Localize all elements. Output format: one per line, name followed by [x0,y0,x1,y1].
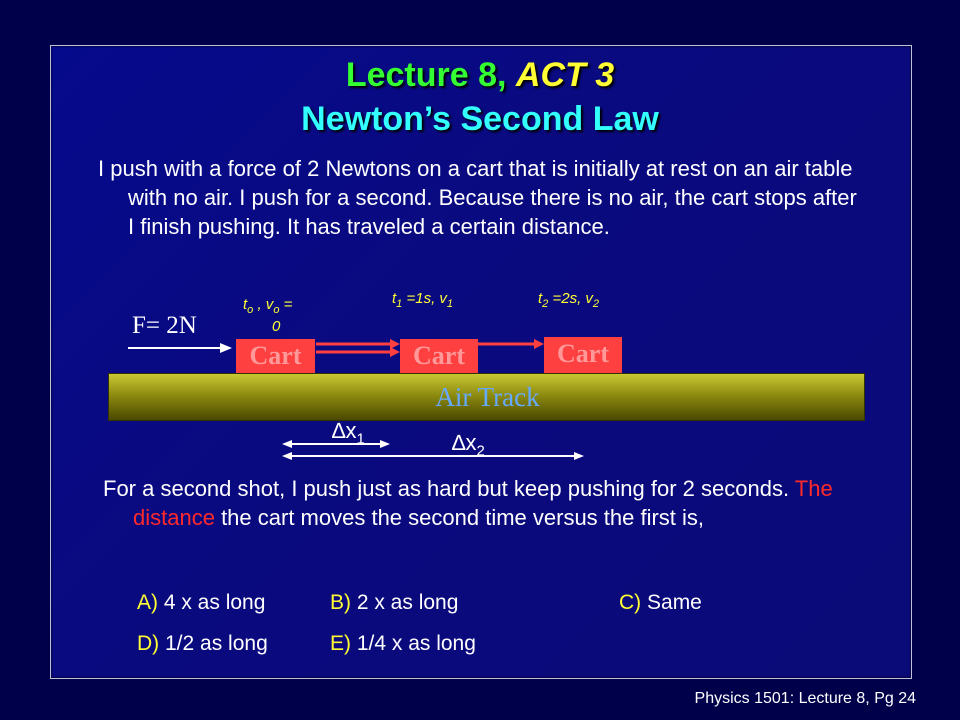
answer-c[interactable]: C) Same [619,591,702,614]
air-track [108,373,865,421]
t0-zero-label: 0 [272,318,281,335]
velocity-arrow-1-head [390,339,400,349]
problem-text-2: For a second shot, I push just as hard but keep pushing for 2 seconds. The distance the cart moves the second time versus the first is, [103,476,833,530]
dx1-arrow-right-head [380,440,390,448]
t1-label: $t_1 =1s$, $v_1$ [392,290,454,310]
cart-2s: Cart [544,337,622,373]
velocity-arrow-3-head [534,339,544,349]
t0-label: $t_o$ , $v_o$ = [243,296,293,316]
dx1-label: $\Delta x_1$ [332,418,365,448]
cart-start: Cart [236,339,315,375]
answer-b[interactable]: B) 2 x as long [330,591,459,614]
answer-e[interactable]: E) 1/4 x as long [330,632,476,655]
title-act: ACT 3 [515,56,615,94]
problem-text-1: I push with a force of 2 Newtons on a cart that is initially at rest on an air table with no air. I push for a second. Because there is no air, the cart stops after I finish pushing. It has traveled a certain distance. [98,156,857,239]
answer-a[interactable]: A) 4 x as long [137,591,266,614]
cart-1s: Cart [400,339,478,375]
dx2-label: $\Delta x_2$ [452,430,485,460]
slide-title-line2: Newton’s Second Law [301,100,659,138]
dx2-arrow-left-head [282,452,292,460]
title-prefix: Lecture 8, [345,56,516,94]
problem-paragraph-2 [103,474,863,532]
dx2-arrow-right-head [574,452,584,460]
velocity-arrow-2-head [390,347,400,357]
highlight-the-distance: The distance [133,476,833,530]
air-track-label: Air Track [435,382,540,412]
answer-d[interactable]: D) 1/2 as long [137,632,268,655]
force-label: F= 2N [132,312,197,339]
slide-footer: Physics 1501: Lecture 8, Pg 24 [694,690,916,707]
force-arrow-head [220,343,232,353]
t2-label: $t_2 =2s$, $v_2$ [538,290,600,310]
dx1-arrow-left-head [282,440,292,448]
